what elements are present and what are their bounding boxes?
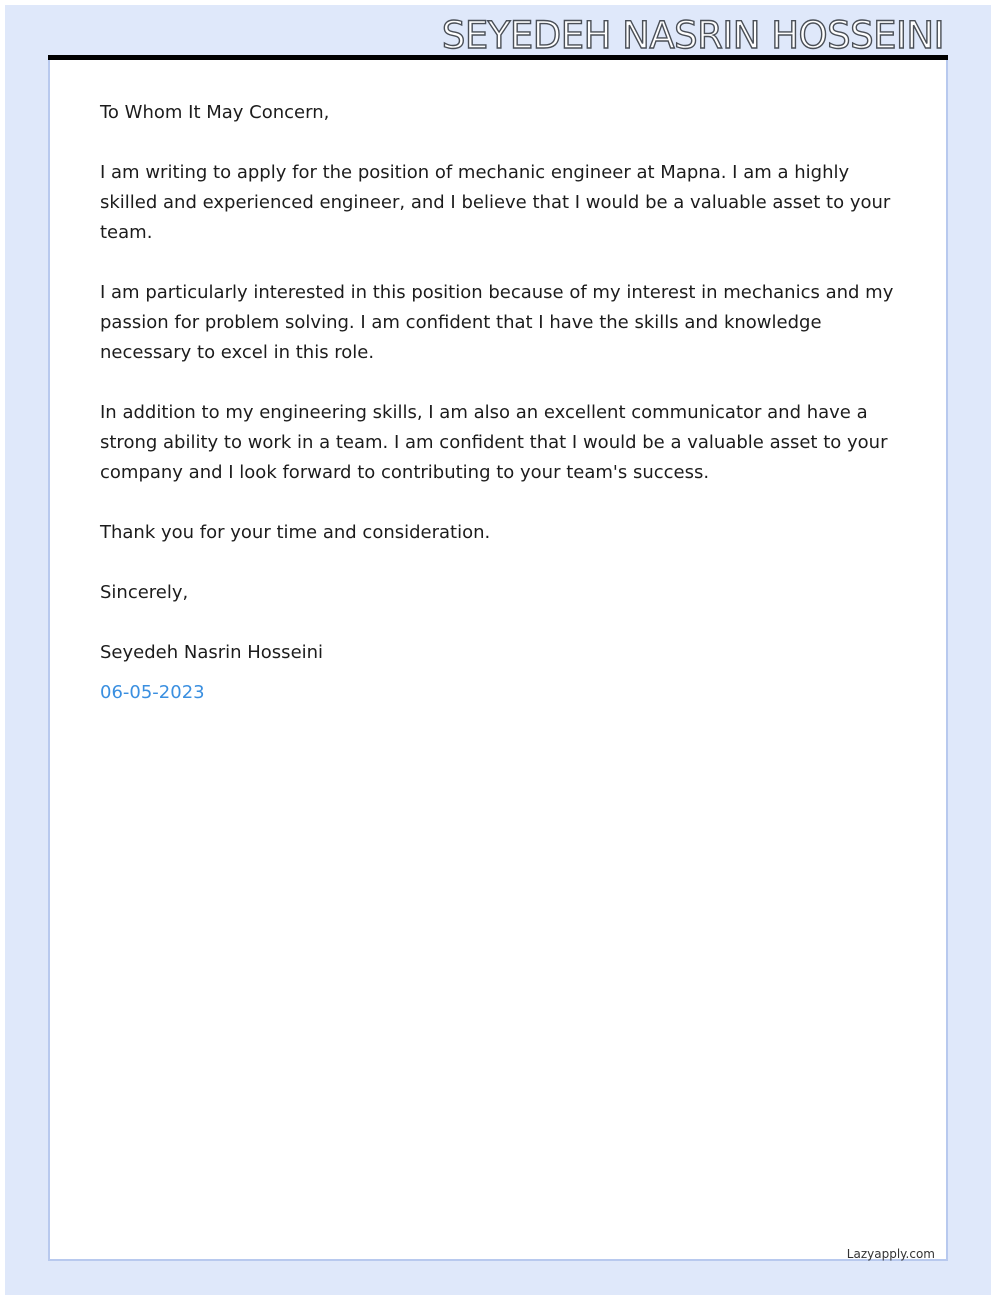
paragraph-2: I am particularly interested in this position because of my interest in mechanics and my passion for problem solving. I am confident that I have the skills and knowledge necessary to excel in this role. xyxy=(100,282,894,363)
paragraph-4: Thank you for your time and consideration. xyxy=(100,522,491,543)
paragraph-3: In addition to my engineering skills, I am also an excellent communicator and have a strong ability to work in a team. I am confident that I would be a valuable asset to your company and I look forward to contributing to your team's success. xyxy=(100,402,888,483)
salutation: To Whom It May Concern, xyxy=(100,102,330,123)
footer-brand: Lazyapply.com xyxy=(846,1247,935,1261)
letter-body xyxy=(100,98,900,708)
closing: Sincerely, xyxy=(100,582,189,603)
signature: Seyedeh Nasrin Hosseini xyxy=(100,642,324,663)
paragraph-1: I am writing to apply for the position of mechanic engineer at Mapna. I am a highly skilled and experienced engineer, and I believe that I would be a valuable asset to your team. xyxy=(100,162,891,243)
letter-date: 06-05-2023 xyxy=(100,682,205,703)
header-name: SEYEDEH NASRIN HOSSEINI xyxy=(441,14,944,57)
